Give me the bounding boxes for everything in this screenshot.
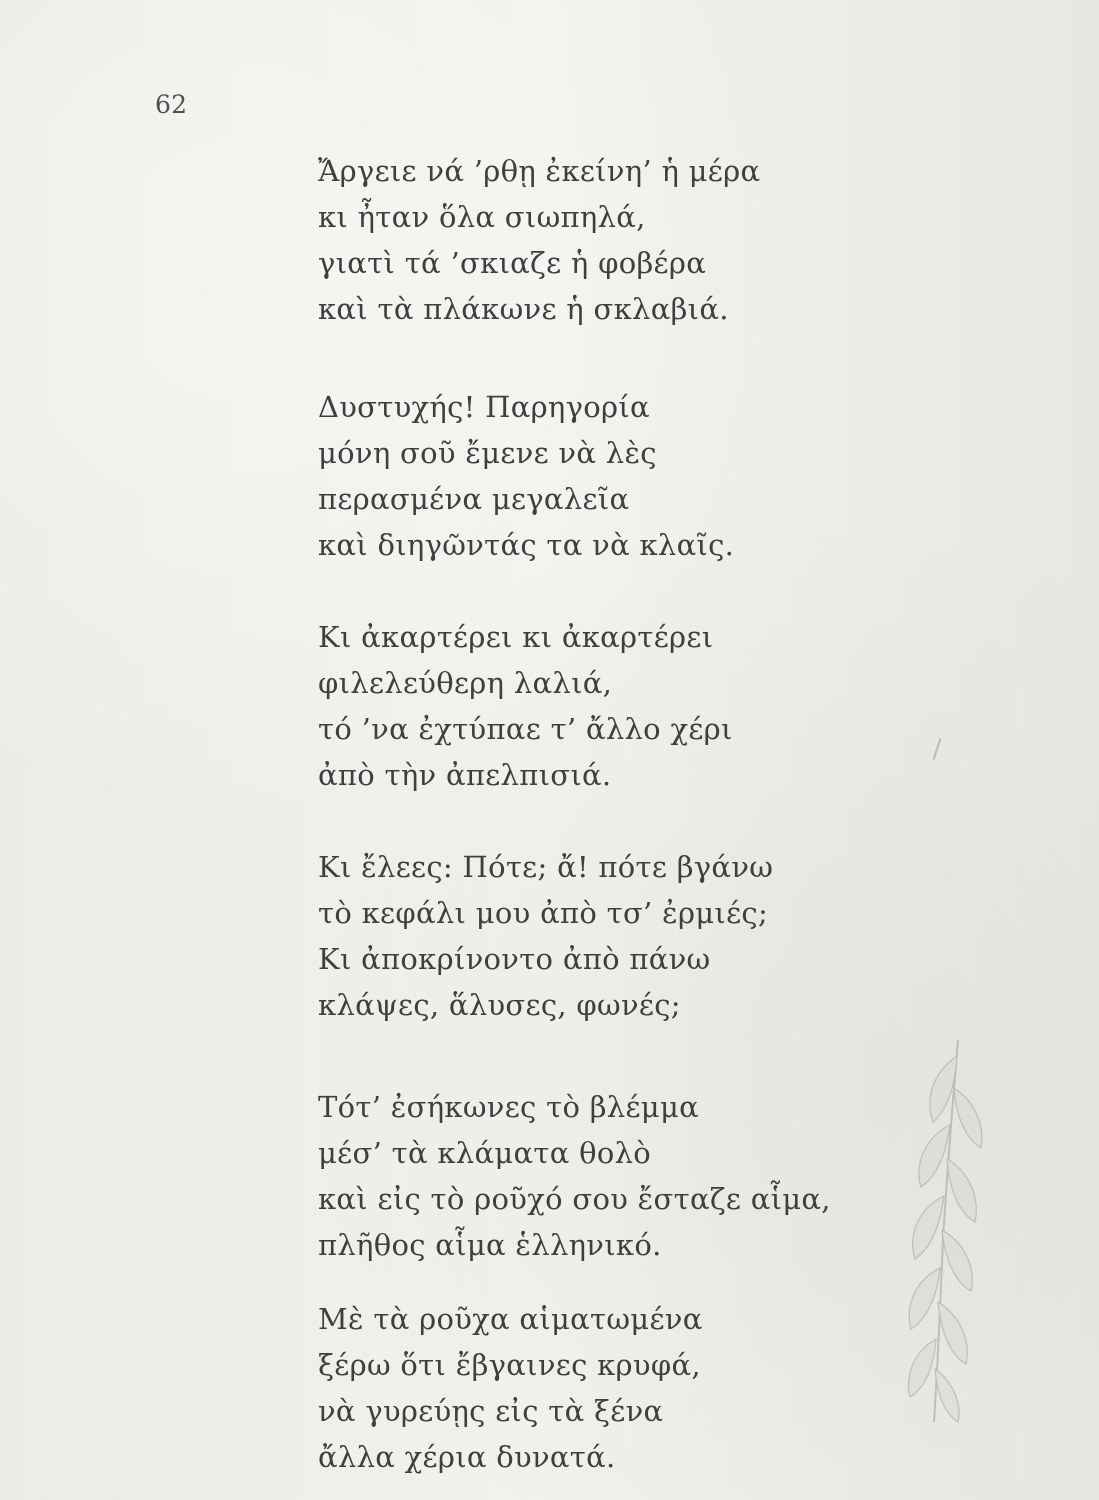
poem-line: μέσ’ τὰ κλάματα θολὸ (318, 1136, 652, 1170)
stanza-3 (318, 614, 878, 798)
poem-line: Κι ἀποκρίνοντο ἀπὸ πάνω (318, 942, 711, 976)
stanza-6 (318, 1296, 878, 1480)
poem-line: κλάψες, ἅλυσες, φωνές; (318, 988, 681, 1022)
poem-line: Κι ἀκαρτέρει κι ἀκαρτέρει (318, 620, 714, 654)
olive-branch-icon (880, 1030, 1020, 1430)
poem-line: ἄλλα χέρια δυνατά. (318, 1440, 616, 1474)
poem-line: Τότ’ ἐσήκωνες τὸ βλέμμα (318, 1090, 699, 1124)
stanza-5 (318, 1084, 878, 1268)
poem-line: Μὲ τὰ ροῦχα αἱματωμένα (318, 1302, 703, 1336)
poem-line: τὸ κεφάλι μου ἀπὸ τσ’ ἐρμιές; (318, 896, 769, 930)
poem-line: τό ’να ἐχτύπαε τ’ ἄλλο χέρι (318, 712, 733, 746)
poem-line: φιλελεύθερη λαλιά, (318, 666, 613, 700)
poem-line: περασμένα μεγαλεῖα (318, 482, 630, 516)
page-mark (933, 738, 942, 760)
poem-line: ξέρω ὅτι ἔβγαινες κρυφά, (318, 1348, 701, 1382)
page-number: 62 (155, 90, 188, 119)
poem-line: καὶ εἰς τὸ ροῦχό σου ἔσταζε αἷμα, (318, 1182, 831, 1216)
poem-line: κι ἦταν ὅλα σιωπηλά, (318, 200, 646, 234)
stanza-1 (318, 148, 878, 332)
stanza-2 (318, 384, 878, 568)
poem-line: Ἄργειε νά ’ρθῃ ἐκείνη’ ἡ μέρα (318, 154, 761, 188)
poem-line: ἀπὸ τὴν ἀπελπισιά. (318, 758, 612, 792)
poem-line: Κι ἔλεες: Πότε; ἄ! πότε βγάνω (318, 850, 774, 884)
poem-line: καὶ τὰ πλάκωνε ἡ σκλαβιά. (318, 292, 729, 326)
poem-line: νὰ γυρεύῃς εἰς τὰ ξένα (318, 1394, 664, 1428)
poem-line: καὶ διηγῶντάς τα νὰ κλαῖς. (318, 528, 735, 562)
poem-line: γιατὶ τά ’σκιαζε ἡ φοβέρα (318, 246, 707, 280)
poem-line: πλῆθος αἷμα ἑλληνικό. (318, 1228, 662, 1262)
poem-line: μόνη σοῦ ἔμενε νὰ λὲς (318, 436, 657, 470)
stanza-4 (318, 844, 878, 1028)
poem-line: Δυστυχής! Παρηγορία (318, 390, 650, 424)
